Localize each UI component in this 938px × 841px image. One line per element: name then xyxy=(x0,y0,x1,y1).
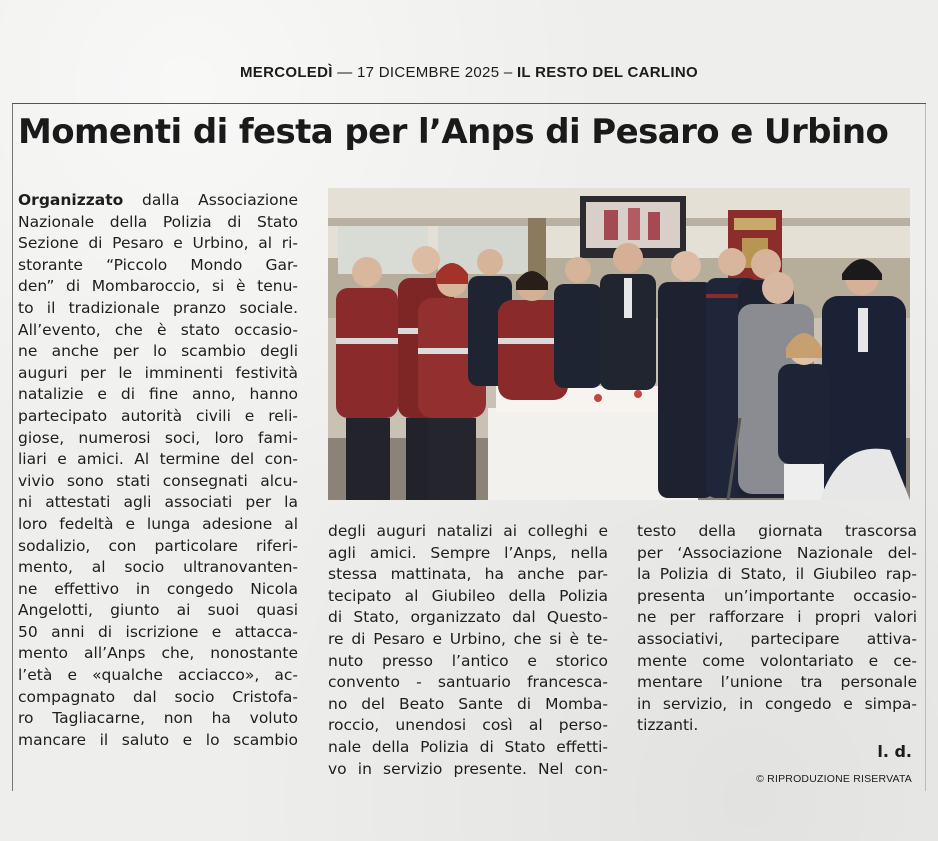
article-line: storante “Piccolo Mondo Gar- xyxy=(18,255,298,274)
article-line: presenta un’importante occasio- xyxy=(637,586,917,605)
masthead-paper-name: IL RESTO DEL CARLINO xyxy=(516,64,698,81)
article-line: liari e amici. Al termine del con- xyxy=(18,450,298,469)
top-rule xyxy=(12,103,926,104)
article-line: to il tradizionale pranzo sociale. xyxy=(18,298,298,317)
article-line: mentare l’unione tra personale xyxy=(637,673,917,692)
masthead-date: 17 DICEMBRE 2025 xyxy=(356,64,500,81)
masthead-separator: — xyxy=(337,64,353,81)
article-line: 50 anni di iscrizione e attacca- xyxy=(18,622,298,641)
article-column-2 xyxy=(328,521,608,780)
masthead-day: MERCOLEDÌ xyxy=(240,64,333,81)
article-line: la Polizia di Stato, il Giubileo rap- xyxy=(637,565,917,584)
article-line: nale della Polizia di Stato effetti- xyxy=(328,737,608,756)
article-line: testo della giornata trascorsa xyxy=(637,522,917,540)
article-line: vivio sono stati consegnati alcu- xyxy=(18,471,298,490)
right-rule xyxy=(925,104,926,791)
article-line: ne anche per lo scambio degli xyxy=(18,342,298,361)
article-line: sodalizio, con particolare riferi- xyxy=(18,536,298,555)
article-line xyxy=(18,190,298,212)
article-line: stessa mattinata, ha anche par- xyxy=(328,565,608,584)
article-line: agli amici. Sempre l’Anps, nella xyxy=(328,543,608,562)
article-column-3 xyxy=(637,521,917,737)
article-line: mente come volontariato e ce- xyxy=(637,651,917,670)
article-line: mento, al socio ultranovanten- xyxy=(18,558,298,577)
article-line: Nazionale della Polizia di Stato xyxy=(18,212,298,231)
article-line: associativi, partecipare attiva- xyxy=(637,629,917,648)
article-line: roccio, unendosi così al perso- xyxy=(328,716,608,735)
article-line: auguri per le imminenti festività xyxy=(18,363,298,382)
article-line: partecipato autorità civili e reli- xyxy=(18,406,298,425)
article-line: giose, numerosi soci, loro fami- xyxy=(18,428,298,447)
article-line: den” di Mombaroccio, si è tenu- xyxy=(18,277,298,296)
copyright-notice: © RIPRODUZIONE RISERVATA xyxy=(756,773,912,785)
article-line: l’età e «qualche acciacco», ac- xyxy=(18,666,298,685)
group-photo xyxy=(328,188,910,500)
article-line: mento all’Anps che, nonostante xyxy=(18,644,298,663)
article-line: degli auguri natalizi ai colleghi e xyxy=(328,522,608,540)
article-line: tecipato al Giubileo della Polizia xyxy=(328,586,608,605)
article-line: no del Beato Sante di Momba- xyxy=(328,694,608,713)
article-line-text: dalla Associazione xyxy=(123,191,298,209)
article-line: re di Pesaro e Urbino, che si è te- xyxy=(328,629,608,648)
article-line: convento - santuario francesca- xyxy=(328,673,608,692)
article-line: natalizie e di fine anno, hanno xyxy=(18,385,298,404)
group-photo-illustration xyxy=(328,188,910,500)
article-line: mancare il saluto e lo scambio xyxy=(18,730,298,749)
article-line: vo in servizio presente. Nel con- xyxy=(328,759,608,778)
article-line: Angelotti, giunto ai suoi quasi xyxy=(18,601,298,620)
article-line: All’evento, che è stato occasio- xyxy=(18,320,298,339)
article-column-1 xyxy=(18,190,298,751)
article-line: ro Tagliacarne, non ha voluto xyxy=(18,709,298,728)
article-line: compagnato dal socio Cristofa- xyxy=(18,687,298,706)
article-line: ne effettivo in congedo Nicola xyxy=(18,579,298,598)
article-line: tizzanti. xyxy=(637,716,699,735)
masthead-separator: – xyxy=(503,64,513,81)
article-lead: Organizzato xyxy=(18,191,124,209)
article-line: Sezione di Pesaro e Urbino, al ri- xyxy=(18,234,298,253)
author-signature: l. d. xyxy=(877,742,912,761)
masthead xyxy=(0,64,938,81)
left-rule xyxy=(12,104,13,791)
article-line: nuto presso l’antico e storico xyxy=(328,651,608,670)
headline: Momenti di festa per l’Anps di Pesaro e Urbino xyxy=(18,112,889,152)
article-line: ni attestati agli associati per la xyxy=(18,493,298,512)
article-line: loro fedeltà e lunga adesione al xyxy=(18,514,298,533)
article-line: ne per rafforzare i propri valori xyxy=(637,608,917,627)
article-line: in servizio, in congedo e simpa- xyxy=(637,694,917,713)
article-line: per ‘Associazione Nazionale del- xyxy=(637,543,917,562)
article-line: di Stato, organizzato dal Questo- xyxy=(328,608,608,627)
